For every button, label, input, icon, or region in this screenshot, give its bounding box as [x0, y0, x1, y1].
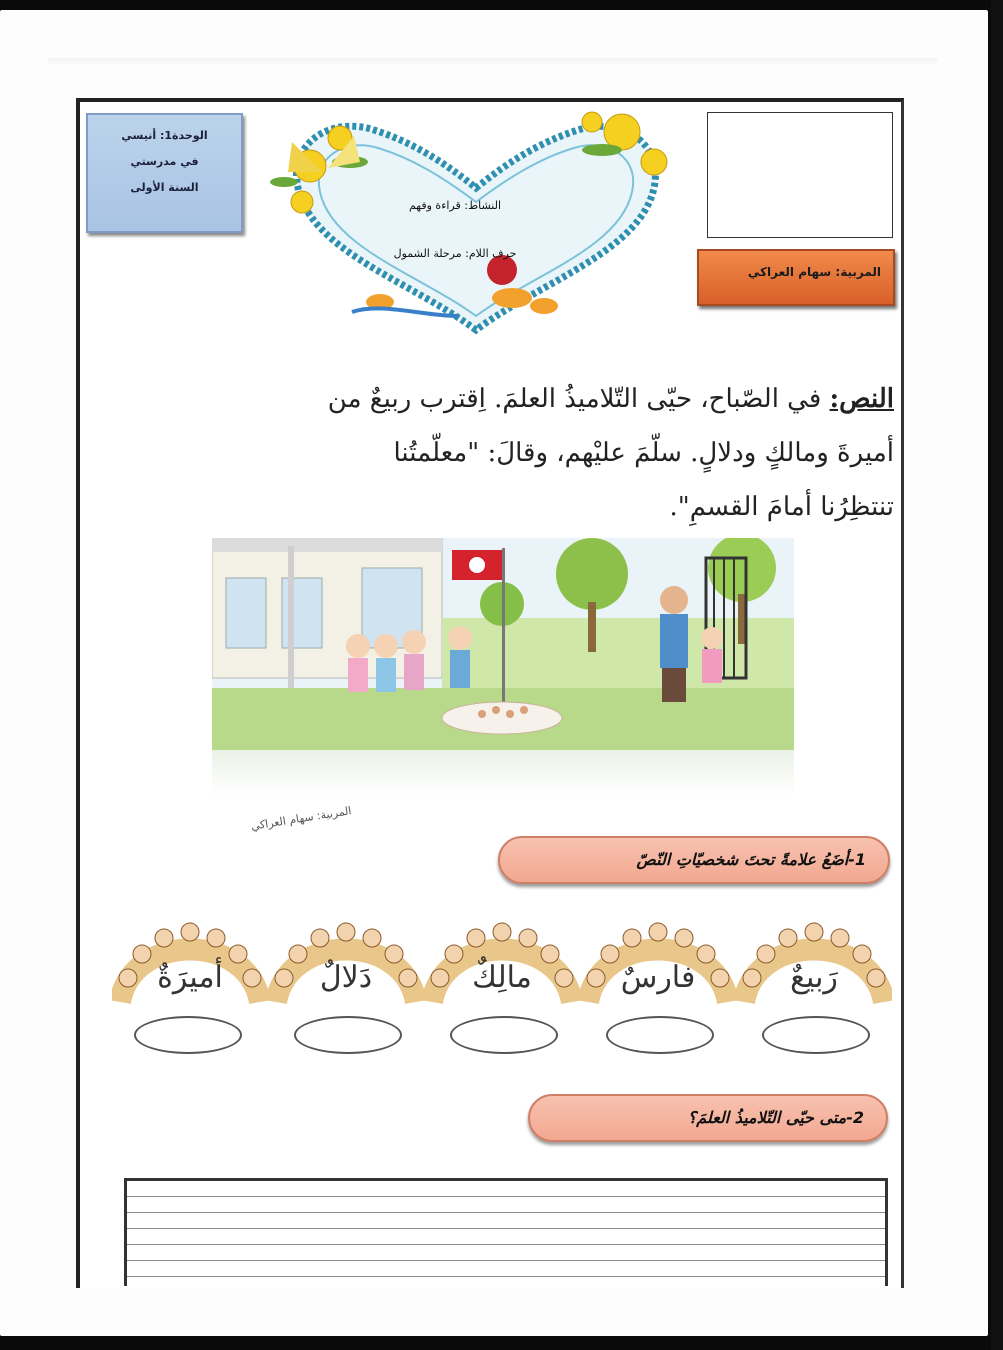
character-names-row	[112, 912, 892, 1062]
passage-line: في الصّباح، حيّى التّلاميذُ العلمَ. اِقترب ربيعٌ من	[327, 384, 830, 414]
unit-line: في مدرستي	[130, 155, 199, 168]
activity-block	[330, 182, 580, 278]
answer-oval[interactable]	[134, 1016, 242, 1054]
scene-reflection	[212, 750, 794, 796]
unit-card	[86, 113, 243, 233]
name-card-amira	[112, 912, 268, 1062]
character-name: مالِكٌ	[472, 960, 532, 995]
question-1-banner: 1-أضَعُ علامةً تحتَ شخصيّاتِ النّصّ	[498, 836, 890, 884]
passage-line: أميرةَ ومالكٍ ودلالٍ. سلّمَ عليْهم، وقالَ: "معلّمتُنا	[393, 438, 894, 468]
character-name: أميرَةٌ	[157, 960, 223, 995]
unit-line: الوحدة1: أنيسي	[121, 129, 208, 142]
scan-shadow	[48, 58, 938, 66]
character-name: رَبيعٌ	[790, 960, 838, 995]
name-card-malek	[424, 912, 580, 1062]
answer-oval[interactable]	[762, 1016, 870, 1054]
name-card-rabie	[736, 912, 892, 1062]
name-card-fares	[580, 912, 736, 1062]
character-name: فارسٌ	[620, 960, 696, 995]
answer-oval[interactable]	[450, 1016, 558, 1054]
teacher-credit: المربية: سهام العراكي	[250, 804, 353, 833]
activity-title: النشاط: قراءة وفهم	[408, 199, 502, 212]
reading-passage	[150, 372, 894, 534]
unit-line: السنة الأولى	[130, 181, 199, 194]
passage-line: تنتظِرُنا أمامَ القسمِ".	[669, 492, 894, 522]
answer-oval[interactable]	[606, 1016, 714, 1054]
name-card-dalal	[268, 912, 424, 1062]
character-name: دَلالٌ	[319, 960, 373, 995]
letter-stage: حرف اللام: مرحلة الشمول	[393, 247, 517, 260]
answer-oval[interactable]	[294, 1016, 402, 1054]
teacher-badge: المربية: سهام العراكي	[697, 249, 895, 306]
stamp-box	[707, 112, 893, 238]
passage-label: النص:	[829, 384, 894, 414]
viewer-edge	[991, 0, 1003, 1350]
question-2-banner: 2-متى حيّى التّلاميذُ العلمَ؟	[528, 1094, 888, 1142]
school-scene-illustration	[212, 538, 794, 750]
answer-writing-lines[interactable]	[124, 1178, 888, 1286]
